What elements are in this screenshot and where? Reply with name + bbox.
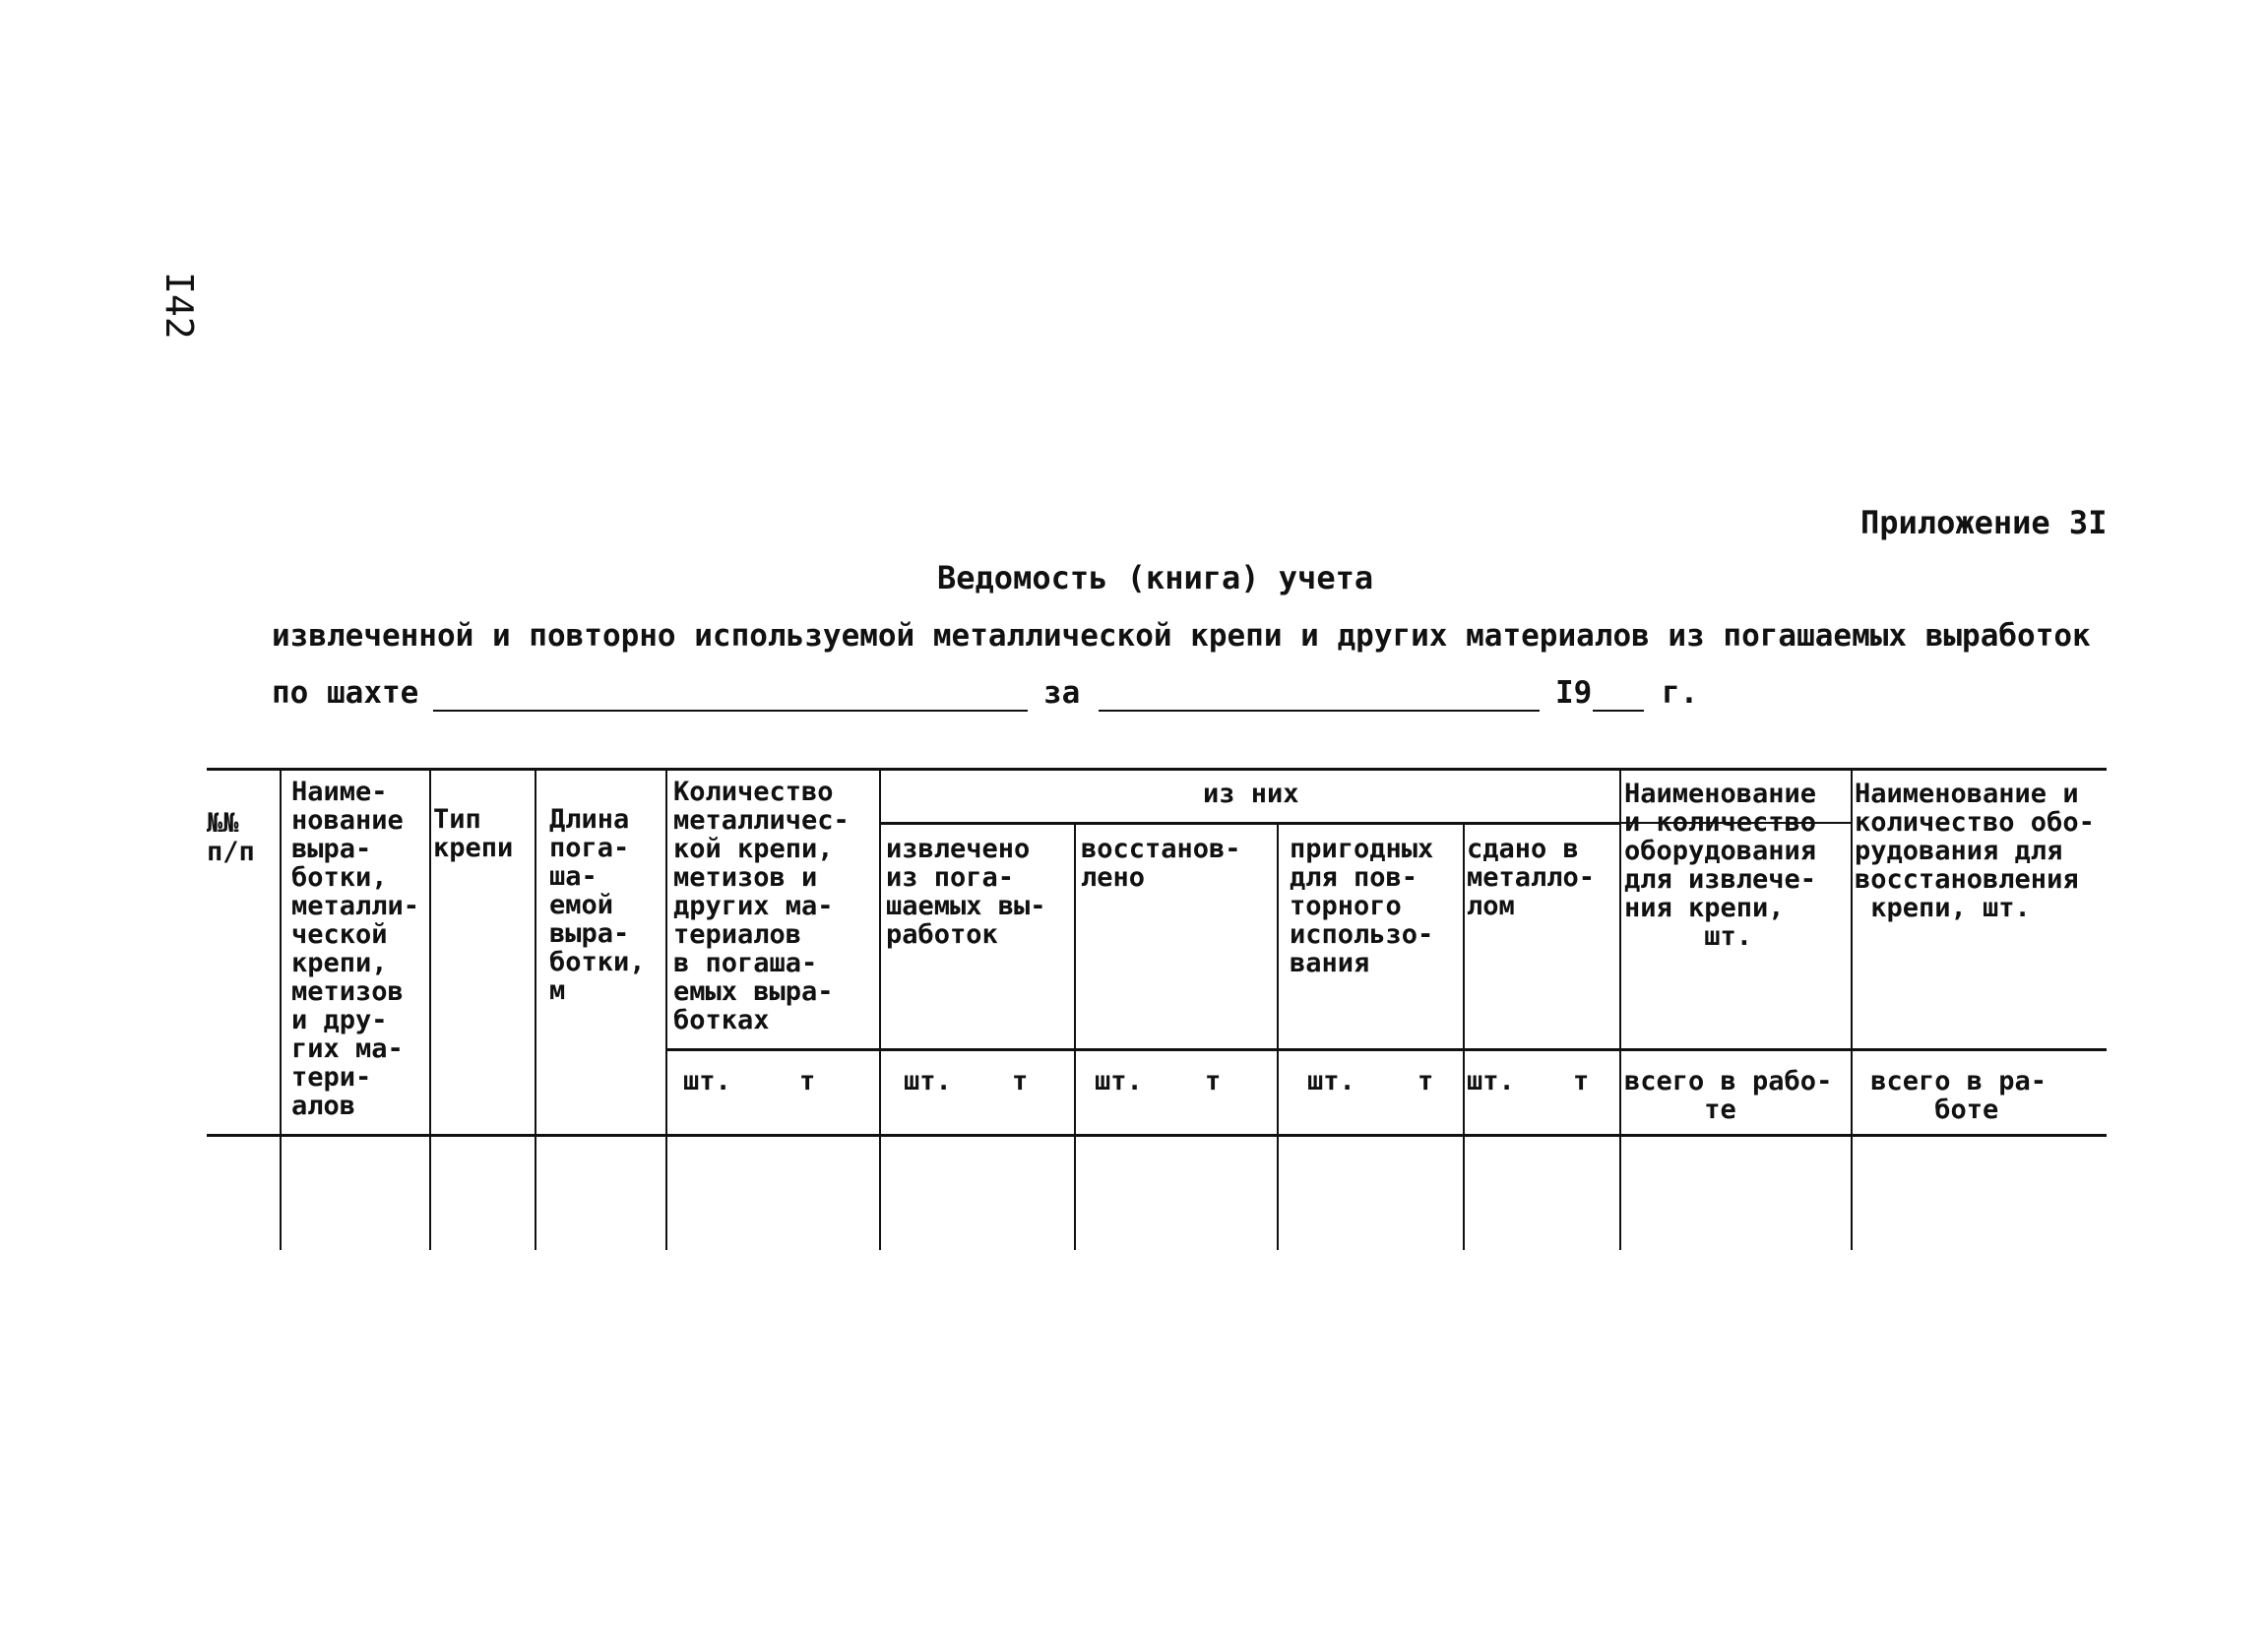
unit-suitable-t: т bbox=[1418, 1066, 1434, 1096]
unit-restored-t: т bbox=[1205, 1066, 1222, 1096]
col-divider-1 bbox=[280, 768, 282, 1250]
mine-line-g: г. bbox=[1662, 675, 1699, 711]
document-title: Ведомость (книга) учета bbox=[937, 559, 1374, 596]
table-top-rule bbox=[207, 768, 2107, 771]
equip-extract-total: всего в рабо- те bbox=[1624, 1066, 1833, 1125]
document-subtitle: извлеченной и повторно используемой металлической крепи и других материалов из погашаемых выработок bbox=[272, 618, 2091, 654]
unit-extracted-pcs: шт. bbox=[904, 1066, 952, 1096]
header-restored: восстанов- лено bbox=[1081, 834, 1241, 893]
header-extracted: извлечено из пога- шаемых вы- работок bbox=[886, 834, 1046, 950]
header-length: Длина пога- ша- емой выра- ботки, м bbox=[549, 804, 646, 1006]
col-divider-3 bbox=[535, 768, 536, 1250]
col-divider-4 bbox=[665, 768, 667, 1250]
unit-quantity-pcs: шт. bbox=[683, 1066, 731, 1096]
col-divider-10 bbox=[1851, 768, 1853, 1250]
header-name: Наиме- нование выра- ботки, металли- ческой крепи, метизов и дру- гих ма- тери- алов bbox=[291, 777, 420, 1121]
col-divider-5 bbox=[879, 768, 881, 1250]
unit-extracted-t: т bbox=[1012, 1066, 1029, 1096]
header-number: №№ п/п bbox=[207, 808, 255, 867]
unit-restored-pcs: шт. bbox=[1095, 1066, 1143, 1096]
year-blank bbox=[1593, 710, 1644, 712]
period-blank bbox=[1099, 710, 1540, 712]
header-scrap: сдано в металло- лом bbox=[1467, 834, 1596, 921]
unit-quantity-t: т bbox=[799, 1066, 816, 1096]
units-rule bbox=[665, 1048, 2107, 1051]
mine-line-za: за bbox=[1043, 675, 1081, 711]
table-header-bottom-rule bbox=[207, 1134, 2107, 1137]
unit-scrap-t: т bbox=[1573, 1066, 1590, 1096]
col-divider-9 bbox=[1619, 768, 1621, 1250]
mine-line-prefix: по шахте bbox=[272, 675, 419, 711]
header-equip-restore: Наименование и количество обо- рудования для восстановления крепи, шт. bbox=[1855, 779, 2095, 923]
equip-restore-total: всего в ра- боте bbox=[1870, 1066, 2048, 1125]
header-type: Тип крепи bbox=[433, 804, 514, 863]
unit-suitable-pcs: шт. bbox=[1307, 1066, 1355, 1096]
col-divider-6 bbox=[1074, 822, 1076, 1250]
header-equip-extract: Наименование и количество оборудования для извлече- ния крепи, шт. bbox=[1624, 779, 1817, 952]
col-divider-8 bbox=[1463, 822, 1465, 1250]
appendix-label: Приложение 3I bbox=[1860, 504, 2108, 541]
unit-scrap-pcs: шт. bbox=[1467, 1066, 1515, 1096]
mine-name-blank bbox=[433, 710, 1028, 712]
header-group-from-them: из них bbox=[1203, 779, 1299, 809]
header-quantity: Количество металличес- кой крепи, метизов и других ма- териалов в погаша- емых выра- ботках bbox=[673, 777, 850, 1035]
header-suitable: пригодных для пов- торного использо- вания bbox=[1290, 834, 1434, 978]
page-number: I42 bbox=[158, 272, 201, 340]
col-divider-2 bbox=[429, 768, 431, 1250]
group-header-rule bbox=[880, 822, 1620, 825]
mine-line-year: I9 bbox=[1555, 675, 1593, 711]
col-divider-7 bbox=[1277, 822, 1279, 1250]
